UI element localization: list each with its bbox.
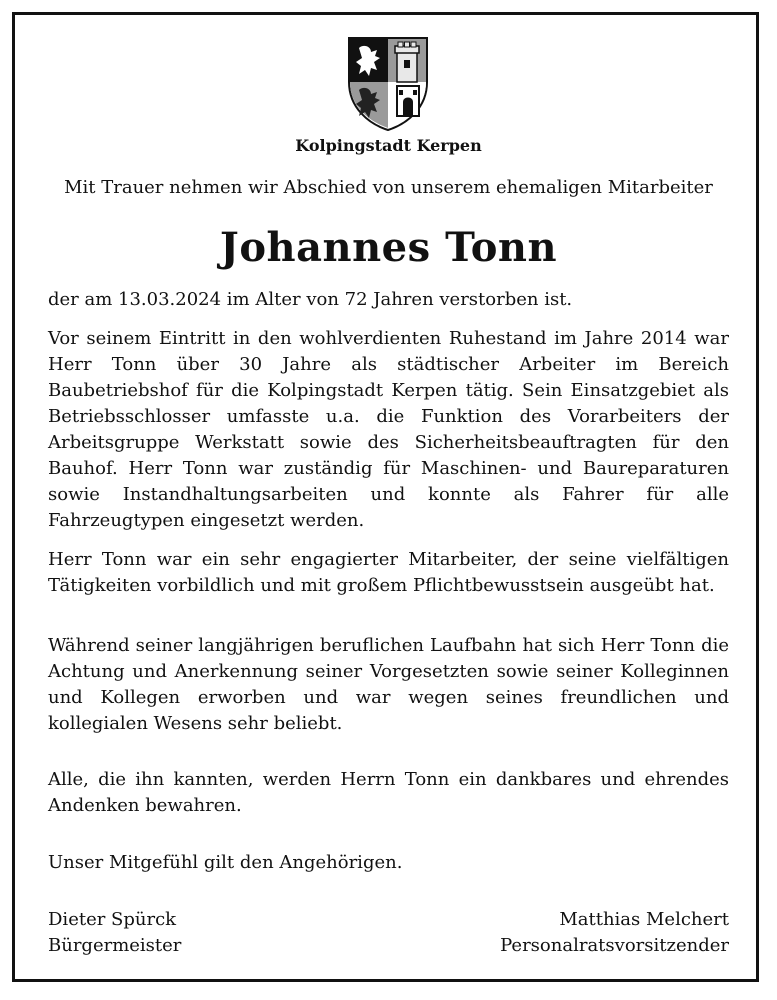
- signature-right: [500, 907, 729, 959]
- death-line: der am 13.03.2024 im Alter von 72 Jahren verstorben ist.: [48, 289, 573, 310]
- coat-of-arms-icon: [347, 36, 429, 132]
- signature-right-title: Personalratsvorsitzender: [500, 935, 729, 956]
- signature-left-name: Dieter Spürck: [48, 909, 177, 930]
- organization-name: Kolpingstadt Kerpen: [295, 136, 482, 155]
- paragraph-remembrance: Alle, die ihn kannten, werden Herrn Tonn ein dankbares und ehrendes Andenken bewahren.: [48, 769, 729, 816]
- signature-right-name: Matthias Melchert: [559, 909, 729, 930]
- signature-left-title: Bürgermeister: [48, 935, 182, 956]
- paragraph-condolence: Unser Mitgefühl gilt den Angehörigen.: [48, 852, 403, 873]
- paragraph-respect: Während seiner langjährigen beruflichen Laufbahn hat sich Herr Tonn die Achtung und Anerkennung seiner Vorgesetzten sowie seiner Kolleginnen und Kollegen erworben und war wegen seines freundlichen und kollegialen Wesens sehr beliebt.: [48, 635, 729, 734]
- signature-left: [48, 907, 181, 959]
- paragraph-engagement: Herr Tonn war ein sehr engagierter Mitarbeiter, der seine vielfältigen Tätigkeiten vorbildlich und mit großem Pflichtbewusstsein ausgeübt hat.: [48, 549, 729, 596]
- deceased-name: Johannes Tonn: [219, 224, 558, 271]
- intro-line: Mit Trauer nehmen wir Abschied von unserem ehemaligen Mitarbeiter: [64, 177, 713, 198]
- paragraph-career: Vor seinem Eintritt in den wohlverdienten Ruhestand im Jahre 2014 war Herr Tonn über 30 Jahre als städtischer Arbeiter im Bereich Baubetriebshof für die Kolpingstadt Kerpen tätig. Sein Einsatzgebiet als Betriebsschlosser umfasste u.a. die Funktion des Vorarbeiters der Arbeitsgruppe Werkstatt sowie des Sicherheitsbeauftragten für den Bauhof. Herr Tonn war zuständig für Maschinen- und Baureparaturen sowie Instandhaltungsarbeiten und konnte als Fahrer für alle Fahrzeugtypen eingesetzt werden.: [48, 328, 729, 531]
